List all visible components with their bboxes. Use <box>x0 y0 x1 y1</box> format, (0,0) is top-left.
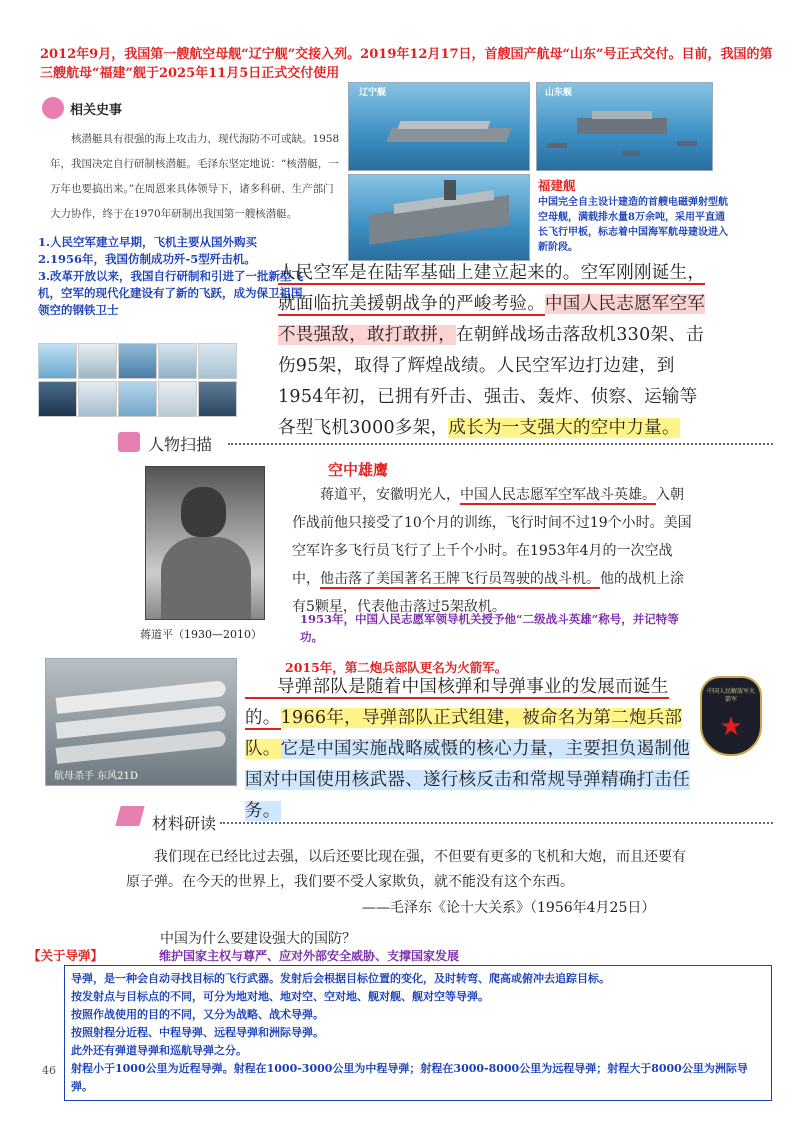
aircraft-thumb-10 <box>198 381 237 417</box>
jiang-daoping-photo <box>145 466 265 620</box>
af-sentence-2: 空军刚刚诞生，就面临抗美援朝战争的严峻考验。 <box>278 263 706 314</box>
material-question: 中国为什么要建设强大的国防？ <box>160 931 356 947</box>
mao-quote: 我们现在已经比过去强，以后还要比现在强，不但要有更多的飞机和大炮，而且还要有原子弹。在今天的世界上，我们要不受人家欺负，就不能没有这个东西。 <box>126 849 686 890</box>
af-sentence-1: 人民空军是在陆军基础上建立起来的。 <box>278 263 581 283</box>
person-intro: 蒋道平，安徽明光人， <box>320 487 460 503</box>
rocket-force-note: 2015年，第二炮兵部队更名为火箭军。 <box>285 660 508 675</box>
air-force-paragraph <box>278 258 710 444</box>
badge-text: 中国人民解放军火箭军 <box>706 688 755 703</box>
star-icon: ★ <box>719 712 743 742</box>
af-sentence-3: 中国人民志愿军空军不畏强敌，敢打敢拼， <box>278 294 706 345</box>
missile-paragraph <box>245 672 693 827</box>
about-line-4: 按照射程分近程、中程导弹、远程导弹和洲际导弹。 <box>71 1026 324 1039</box>
missile-sentence-1: 导弹部队是随着中国核弹和导弹事业的发展而诞生的。 <box>245 677 669 728</box>
hero-title: 空中雄鹰 <box>328 461 389 479</box>
person-icon <box>118 432 140 452</box>
liaoning-label: 辽宁舰 <box>359 88 387 98</box>
fujian-photo <box>348 174 530 261</box>
aircraft-thumb-9 <box>158 381 197 417</box>
liaoning-photo <box>348 82 530 171</box>
df21d-caption: 航母杀手 东风21D <box>54 771 138 782</box>
top-note: 2012年9月，我国第一艘航空母舰“辽宁舰”交接入列。2019年12月17日，首艘国产航母“山东”号正式交付。目前，我国的第三艘航母“福建”舰于2025年11月5日正式交付使用 <box>40 47 773 81</box>
about-line-3: 按照作战使用的目的不同，又分为战略、战术导弹。 <box>71 1008 324 1021</box>
about-missile-title: 【关于导弹】 <box>28 948 104 963</box>
about-line-6: 射程小于1000公里为近程导弹。射程在1000-3000公里为中程导弹；射程在3000-8000公里为远程导弹；射程大于8000公里为洲际导弹。 <box>71 1062 748 1093</box>
fujian-body: 中国完全自主设计建造的首艘电磁弹射型航空母舰，满载排水量8万余吨，采用平直通长飞行甲板，标志着中国海军航母建设进入新阶段。 <box>538 197 728 253</box>
person-note: 1953年，中国人民志愿军领导机关授予他“二级战斗英雄”称号，并记特等功。 <box>300 612 679 644</box>
related-history-box <box>40 95 340 230</box>
about-line-2: 按发射点与目标点的不同，可分为地对地、地对空、空对地、舰对舰、舰对空等导弹。 <box>71 990 489 1003</box>
about-missile-box <box>64 965 772 1101</box>
aircraft-thumb-4 <box>158 343 197 379</box>
aircraft-note-1: 1.人民空军建立早期，飞机主要从国外购买 <box>38 235 258 249</box>
mao-quote-source: ——毛泽东《论十大关系》（1956年4月25日） <box>362 900 656 916</box>
df21d-photo <box>45 658 237 786</box>
person-text <box>292 481 692 621</box>
shandong-photo <box>536 82 713 171</box>
material-divider <box>220 822 773 824</box>
aircraft-thumb-3 <box>118 343 157 379</box>
related-history-body: 核潜艇具有很强的海上攻击力，现代海防不可或缺。1958年，我国决定自行研制核潜艇。毛泽东坚定地说：“核潜艇，一万年也要搞出来。”在周恩来具体领导下，诸多科研、生产部门大力协作，终于在1970年研制出我国第一艘核潜艇。 <box>50 133 340 220</box>
person-scan-divider <box>228 443 773 445</box>
aircraft-thumb-5 <box>198 343 237 379</box>
aircraft-thumb-2 <box>78 343 117 379</box>
af-sentence-5: 成长为一支强大的空中力量。 <box>448 418 680 438</box>
history-icon <box>42 97 64 119</box>
aircraft-thumb-1 <box>38 343 77 379</box>
aircraft-thumb-8 <box>118 381 157 417</box>
aircraft-thumb-7 <box>78 381 117 417</box>
person-body-1: 入朝作战前他只接受了10个月的训练，飞行时间不过19个小时。美国空军许多飞行员飞行了上千个小时。在1953年4月的一次空战中， <box>292 487 692 587</box>
person-hero: 中国人民志愿军空军战斗英雄。 <box>460 487 656 503</box>
fujian-title: 福建舰 <box>538 178 576 193</box>
person-scan-title: 人物扫描 <box>148 435 213 454</box>
af-sentence-4: 在朝鲜战场击落敌机330架、击伤95架，取得了辉煌战绩。人民空军边打边建，到1954年初，已拥有歼击、强击、轰炸、侦察、运输等各型飞机3000多架， <box>278 325 704 438</box>
shandong-label: 山东舰 <box>545 88 573 98</box>
aircraft-notes <box>38 234 308 319</box>
missile-sentence-3: 它是中国实施战略威慑的核心力量，主要担负遏制他国对中国使用核武器、遂行核反击和常规导弹精确打击任务。 <box>245 739 691 821</box>
person-shot: 他击落了美国著名王牌飞行员驾驶的战斗机。 <box>320 571 600 587</box>
page-number: 46 <box>42 1064 56 1077</box>
material-icon <box>115 806 144 826</box>
missile-sentence-2: 1966年，导弹部队正式组建，被命名为第二炮兵部队。 <box>245 708 683 759</box>
jiang-photo-caption: 蒋道平（1930—2010） <box>140 628 262 641</box>
aircraft-note-3: 3.改革开放以来，我国自行研制和引进了一批新型飞机，空军的现代化建设有了新的飞跃，成为保卫祖国领空的钢铁卫士 <box>38 269 304 317</box>
rocket-force-badge <box>700 676 762 756</box>
material-title: 材料研读 <box>152 814 217 833</box>
person-body-2: 他的战机上涂有5颗星，代表他击落过5架敌机。 <box>292 571 684 615</box>
material-answer: 维护国家主权与尊严、应对外部安全威胁、支撑国家发展 <box>159 949 460 963</box>
about-line-5: 此外还有弹道导弹和巡航导弹之分。 <box>71 1044 247 1057</box>
related-history-title: 相关史事 <box>70 103 123 118</box>
about-line-1: 导弹，是一种会自动寻找目标的飞行武器。发射后会根据目标位置的变化，及时转弯、爬高或俯冲去追踪目标。 <box>71 972 610 985</box>
aircraft-note-2: 2.1956年，我国仿制成功歼-5型歼击机。 <box>38 252 256 266</box>
aircraft-thumb-6 <box>38 381 77 417</box>
